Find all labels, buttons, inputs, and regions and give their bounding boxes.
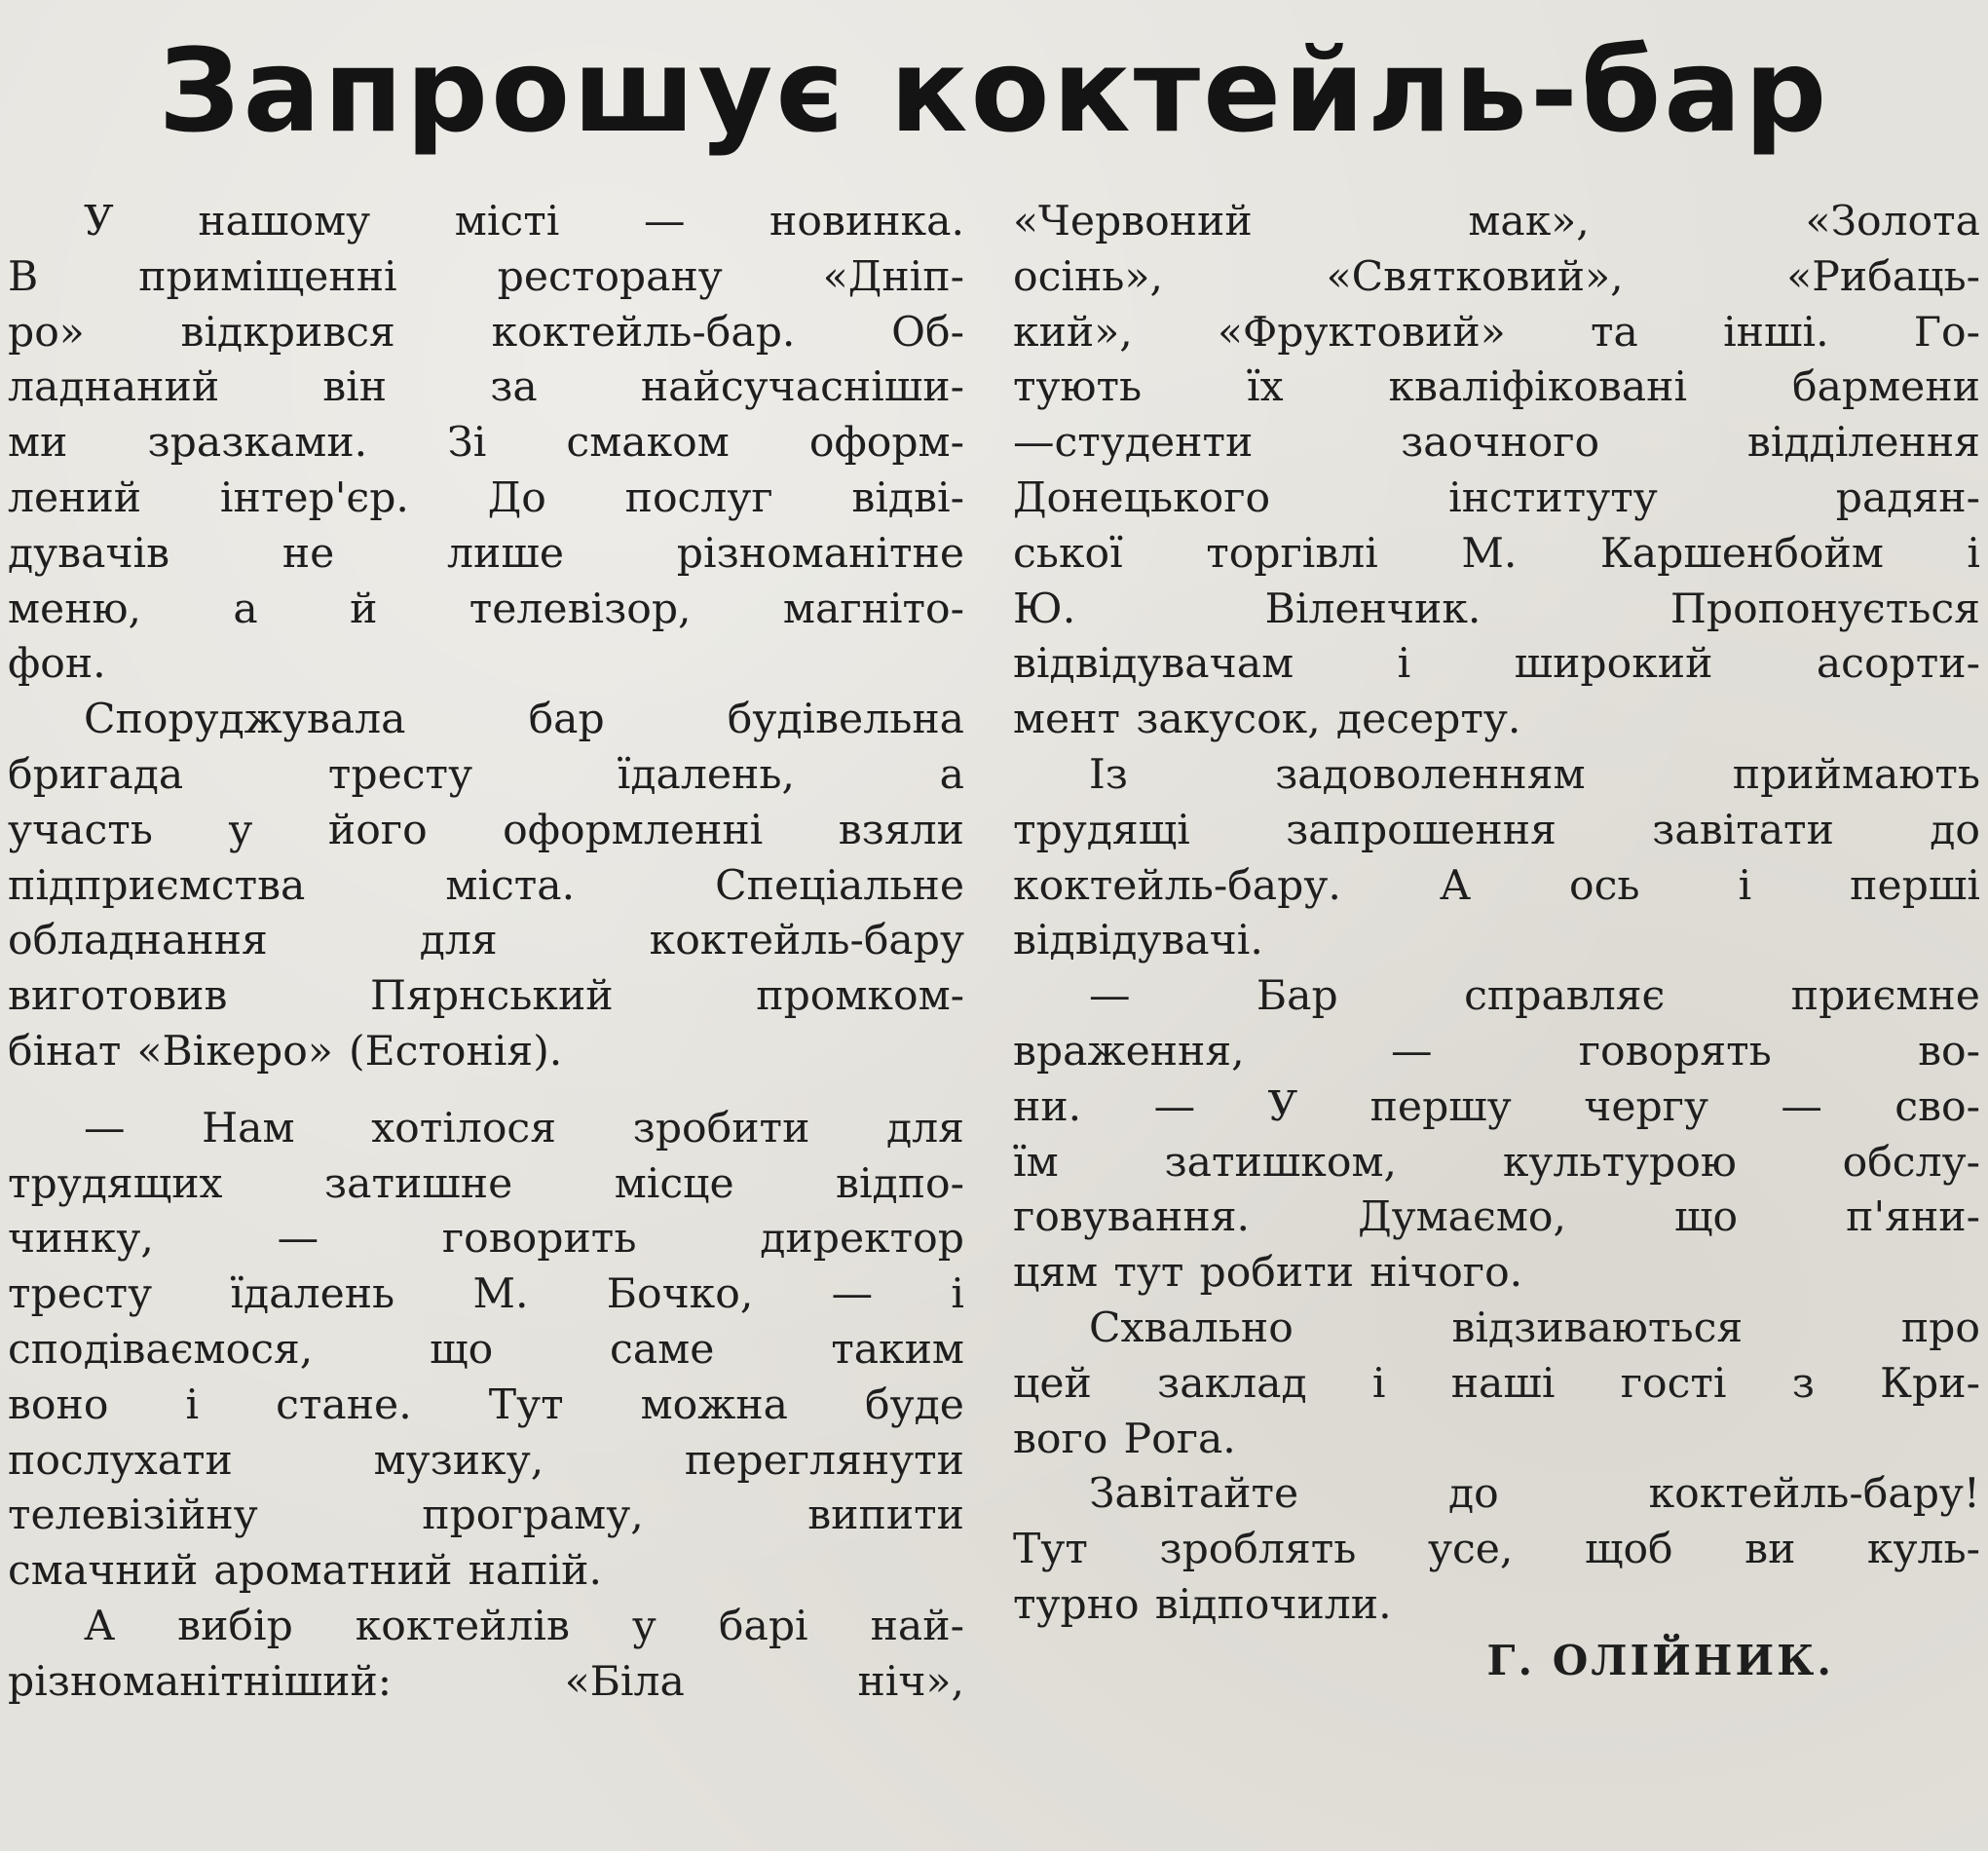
text-line: сподіваємося, що саме таким [8,1325,964,1374]
text-line: коктейль-бару. А ось і перші [1013,861,1980,910]
text-line: Тут зроблять усе, щоб ви куль- [1013,1526,1980,1574]
text-line: мент закусок, десерту. [1013,696,1521,744]
text-line: ни. — У першу чергу — сво- [1013,1082,1980,1131]
text-line: бригада тресту їдалень, а [8,750,964,799]
text-line: турно відпочили. [1013,1580,1392,1629]
text-line: меню, а й телевізор, магніто- [8,585,964,633]
text-line: — Бар справляє приємне [1089,972,1980,1021]
text-line: трудящих затишне місце відпо- [8,1159,964,1208]
text-line: Із задоволенням приймають [1089,750,1980,799]
paragraph-gap [8,1080,964,1102]
text-line: Схвально відзиваються про [1089,1303,1980,1352]
text-line: обладнання для коктейль-бару [8,917,964,965]
text-line: осінь», «Святковий», «Рибаць- [1013,252,1980,301]
text-line: тресту їдалень М. Бочко, — і [8,1270,964,1319]
text-line: ро» відкрився коктейль-бар. Об- [8,308,964,357]
text-line: трудящі запрошення завітати до [1013,806,1980,854]
text-line: відвідувачі. [1013,917,1263,965]
text-line: Донецького інституту радян- [1013,473,1980,522]
text-line: У нашому місті — новинка. [84,198,964,246]
text-line: підприємства міста. Спеціальне [8,861,964,910]
text-line: тують їх кваліфіковані бармени [1013,363,1980,412]
text-line: —студенти заочного відділення [1013,419,1980,468]
text-line: телевізійну програму, випити [8,1492,964,1540]
text-line: фон. [8,640,106,689]
text-line: ми зразками. Зі смаком оформ- [8,419,964,468]
right-column-lines [1013,195,1980,1634]
text-line: ської торгівлі М. Каршенбойм і [1013,529,1980,578]
text-line: різноманітніший: «Біла ніч», [8,1657,964,1706]
text-line: чинку, — говорить директор [8,1215,964,1264]
article-column-left [8,195,964,1711]
text-line: В приміщенні ресторану «Дніп- [8,252,964,301]
text-line: Завітайте до коктейль-бару! [1089,1470,1980,1519]
text-line: говування. Думаємо, що п'яни- [1013,1193,1980,1242]
text-line: «Червоний мак», «Золота [1013,198,1980,246]
text-line: участь у його оформленні взяли [8,806,964,854]
text-line: враження, — говорять во- [1013,1027,1980,1076]
text-line: — Нам хотілося зробити для [84,1104,964,1152]
text-line: їм затишком, культурою обслу- [1013,1138,1980,1187]
text-line: цей заклад і наші гості з Кри- [1013,1359,1980,1408]
text-line: бінат «Вікеро» (Естонія). [8,1027,563,1076]
text-line: лений інтер'єр. До послуг відві- [8,473,964,522]
text-line: цям тут робити нічого. [1013,1249,1523,1298]
article-headline: Запрошує коктейль-бар [158,23,1830,158]
article-column-right [1013,195,1980,1689]
text-line: кий», «Фруктовий» та інші. Го- [1013,308,1980,357]
text-line: Ю. Віленчик. Пропонується [1013,585,1980,633]
text-line: дувачів не лише різноманітне [8,529,964,578]
text-line: вого Рога. [1013,1415,1236,1463]
text-line: Споруджувала бар будівельна [84,696,964,744]
text-line: послухати музику, переглянути [8,1436,964,1485]
author-signature: Г. ОЛІЙНИК. [1486,1636,1834,1684]
text-line: ладнаний він за найсучасніши- [8,363,964,412]
text-line: відвідувачам і широкий асорти- [1013,640,1980,689]
text-line: А вибір коктейлів у барі най- [84,1602,964,1650]
text-line: смачний ароматний напій. [8,1547,603,1596]
text-line: виготовив Пярнський промком- [8,972,964,1021]
text-line: воно і стане. Тут можна буде [8,1380,964,1429]
